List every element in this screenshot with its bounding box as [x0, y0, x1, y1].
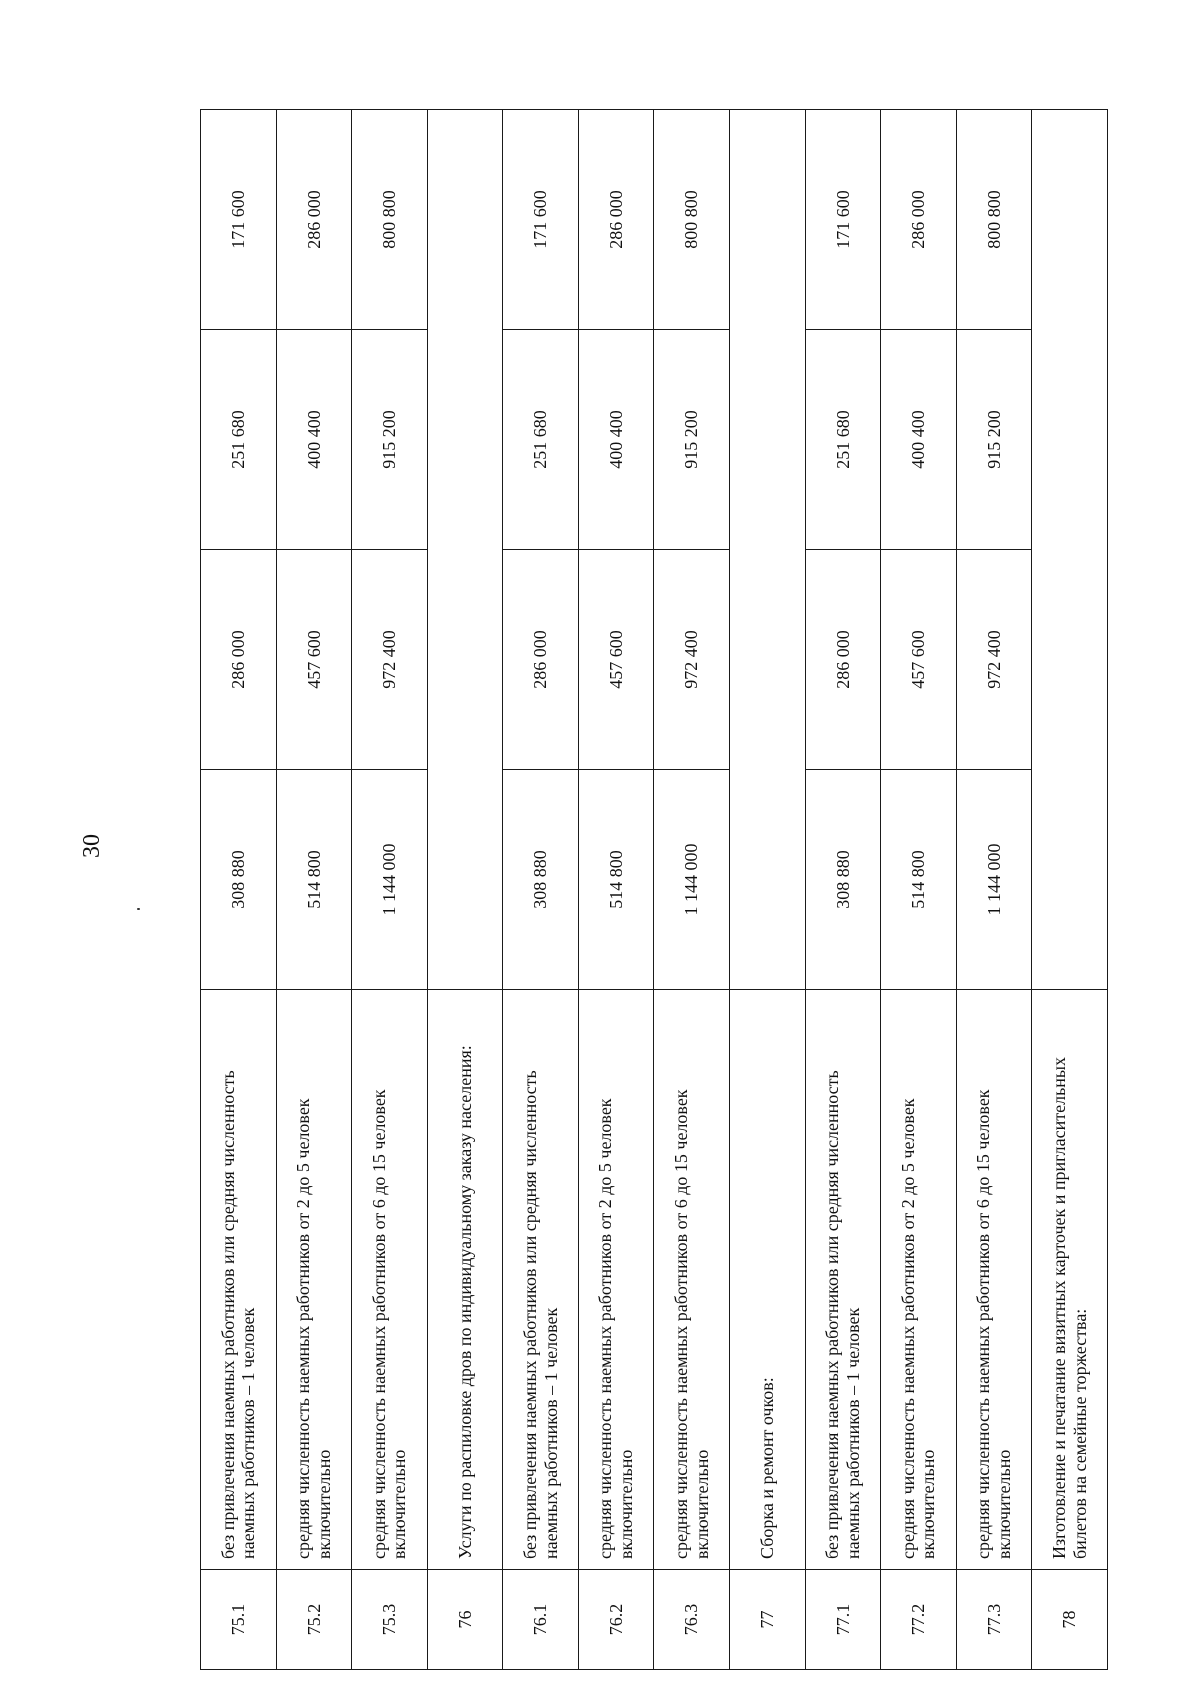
table-row: [578, 110, 654, 1670]
value-col-3: 915 200: [352, 330, 428, 550]
value-col-4: 171 600: [503, 110, 579, 330]
value-col-1: 308 880: [503, 770, 579, 990]
row-number: 75.2: [276, 1570, 352, 1670]
row-number: 75.3: [352, 1570, 428, 1670]
table-section-row: [1032, 110, 1108, 1670]
value-col-1: 514 800: [276, 770, 352, 990]
value-col-4: 286 000: [881, 110, 957, 330]
rotated-table-container: [200, 110, 1108, 1670]
tariff-table: [200, 109, 1108, 1670]
value-col-1: 1 144 000: [956, 770, 1032, 990]
value-col-2: 972 400: [654, 550, 730, 770]
value-col-2: 286 000: [805, 550, 881, 770]
value-col-4: 800 800: [352, 110, 428, 330]
scan-speck: [137, 908, 140, 910]
table-row: [805, 110, 881, 1670]
value-col-4: 171 600: [805, 110, 881, 330]
row-description: без привлечения наемных работников или средняя численность наемных работников – 1 человек: [201, 990, 277, 1570]
row-description: средняя численность наемных работников от 2 до 5 человек включительно: [276, 990, 352, 1570]
row-description: средняя численность наемных работников от 2 до 5 человек включительно: [881, 990, 957, 1570]
row-description: Услуги по распиловке дров по индивидуальному заказу населения:: [427, 990, 503, 1570]
value-col-3: 400 400: [276, 330, 352, 550]
table-row: [654, 110, 730, 1670]
value-col-4: 286 000: [578, 110, 654, 330]
empty-value-cell: [427, 110, 503, 990]
row-description: средняя численность наемных работников от 6 до 15 человек включительно: [956, 990, 1032, 1570]
table-row: [956, 110, 1032, 1670]
value-col-3: 400 400: [881, 330, 957, 550]
value-col-2: 457 600: [578, 550, 654, 770]
value-col-1: 514 800: [578, 770, 654, 990]
table-row: [276, 110, 352, 1670]
value-col-2: 457 600: [276, 550, 352, 770]
row-number: 75.1: [201, 1570, 277, 1670]
row-description: Сборка и ремонт очков:: [730, 990, 806, 1570]
row-description: без привлечения наемных работников или средняя численность наемных работников – 1 человек: [805, 990, 881, 1570]
value-col-2: 286 000: [201, 550, 277, 770]
row-description: средняя численность наемных работников от 6 до 15 человек включительно: [352, 990, 428, 1570]
table-row: [881, 110, 957, 1670]
table-row: [352, 110, 428, 1670]
row-number: 78: [1032, 1570, 1108, 1670]
page-number: 30: [79, 834, 105, 858]
value-col-1: 514 800: [881, 770, 957, 990]
row-description: средняя численность наемных работников от 6 до 15 человек включительно: [654, 990, 730, 1570]
row-description: средняя численность наемных работников от 2 до 5 человек включительно: [578, 990, 654, 1570]
value-col-1: 308 880: [201, 770, 277, 990]
value-col-2: 972 400: [352, 550, 428, 770]
value-col-4: 286 000: [276, 110, 352, 330]
empty-value-cell: [730, 110, 806, 990]
value-col-3: 915 200: [956, 330, 1032, 550]
value-col-1: 308 880: [805, 770, 881, 990]
table-row: [201, 110, 277, 1670]
table-row: [503, 110, 579, 1670]
value-col-3: 251 680: [805, 330, 881, 550]
value-col-4: 800 800: [956, 110, 1032, 330]
value-col-1: 1 144 000: [352, 770, 428, 990]
row-number: 77.1: [805, 1570, 881, 1670]
value-col-3: 251 680: [201, 330, 277, 550]
table-section-row: [427, 110, 503, 1670]
value-col-3: 251 680: [503, 330, 579, 550]
value-col-4: 800 800: [654, 110, 730, 330]
value-col-4: 171 600: [201, 110, 277, 330]
value-col-3: 915 200: [654, 330, 730, 550]
value-col-2: 286 000: [503, 550, 579, 770]
row-description: без привлечения наемных работников или средняя численность наемных работников – 1 человек: [503, 990, 579, 1570]
row-number: 76.3: [654, 1570, 730, 1670]
value-col-1: 1 144 000: [654, 770, 730, 990]
row-number: 77.3: [956, 1570, 1032, 1670]
table-section-row: [730, 110, 806, 1670]
row-number: 76.2: [578, 1570, 654, 1670]
row-number: 77: [730, 1570, 806, 1670]
row-number: 76.1: [503, 1570, 579, 1670]
value-col-2: 972 400: [956, 550, 1032, 770]
row-number: 76: [427, 1570, 503, 1670]
row-number: 77.2: [881, 1570, 957, 1670]
value-col-3: 400 400: [578, 330, 654, 550]
row-description: Изготовление и печатание визитных карточек и пригласительных билетов на семейные торжества:: [1032, 990, 1108, 1570]
empty-value-cell: [1032, 110, 1108, 990]
value-col-2: 457 600: [881, 550, 957, 770]
